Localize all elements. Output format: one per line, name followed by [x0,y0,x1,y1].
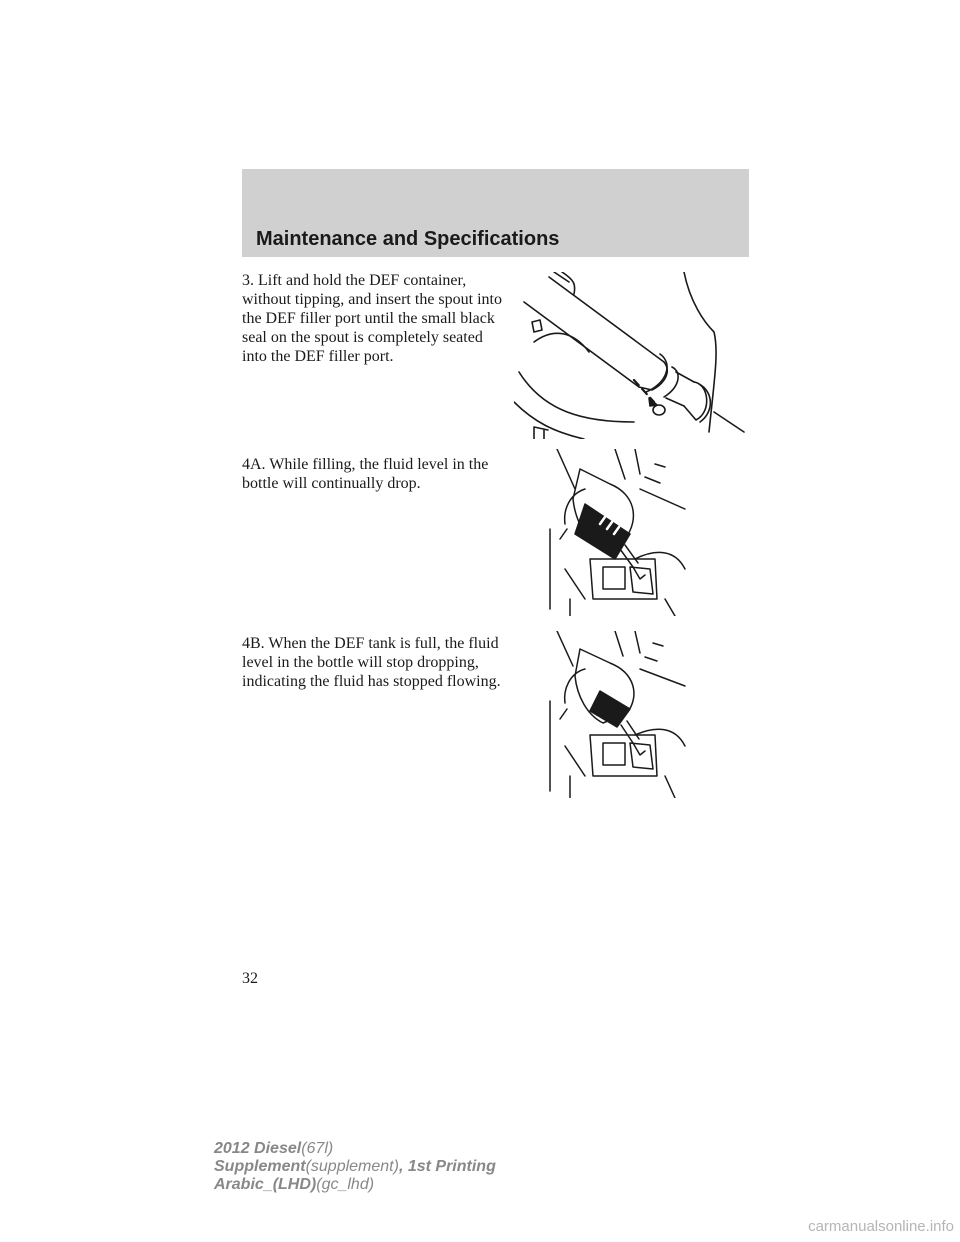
def-bottle-filling-illustration [545,449,690,616]
document-footer [214,1140,496,1194]
section-title: Maintenance and Specifications [256,228,560,250]
footer-model: 2012 Diesel [214,1140,302,1157]
footer-doc-type-code: (supplement) [305,1158,399,1175]
footer-market-code: (gc_lhd) [316,1176,375,1193]
footer-market: Arabic_(LHD) [214,1176,317,1193]
def-tank-full-illustration [545,631,690,798]
footer-line-2 [214,1158,496,1176]
page-number: 32 [242,970,258,987]
watermark: carmanualsonline.info [808,1218,954,1235]
footer-line-1 [214,1140,496,1158]
footer-line-3 [214,1176,496,1194]
section-header-band [242,169,749,257]
step-4b-text: 4B. When the DEF tank is full, the fluid level in the bottle will stop dropping, indicating the fluid has stopped flowing. [242,635,501,690]
footer-doc-type: Supplement [214,1158,306,1175]
step-3-text: 3. Lift and hold the DEF container, without tipping, and insert the spout into the DEF filler port until the small black seal on the spout is completely seated into the DEF filler port. [242,272,502,365]
footer-printing: , 1st Printing [398,1158,496,1175]
def-spout-insertion-illustration [514,272,749,439]
step-4a-text: 4A. While filling, the fluid level in the bottle will continually drop. [242,456,489,492]
footer-model-code: (67l) [301,1140,334,1157]
